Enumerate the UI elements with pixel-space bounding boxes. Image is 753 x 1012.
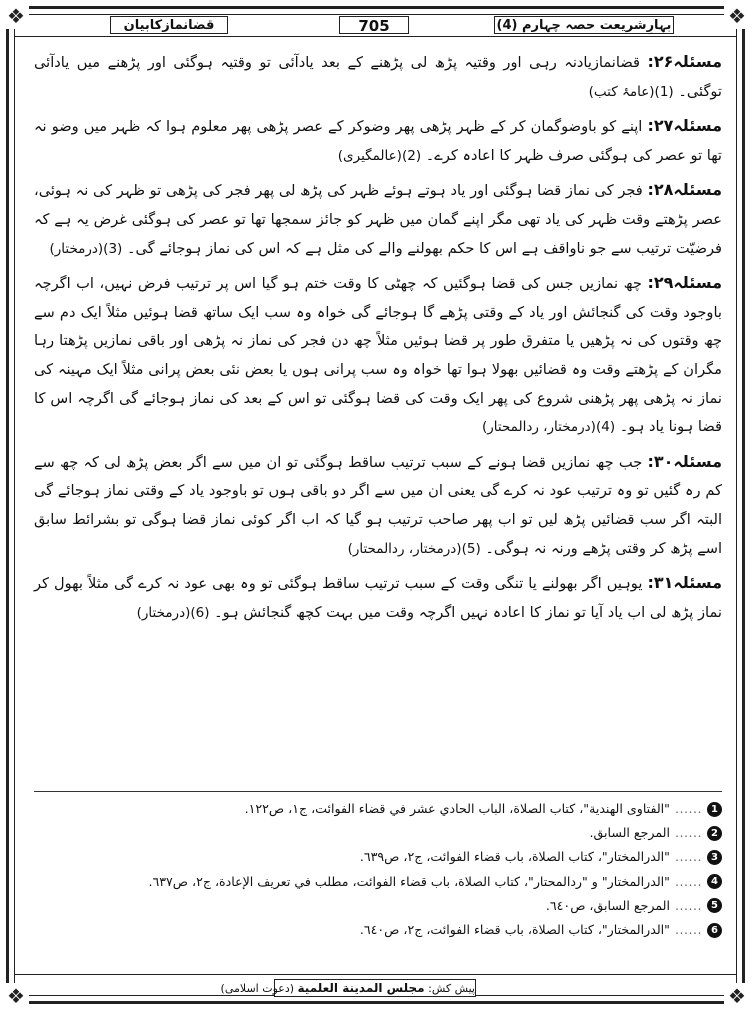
footnote-item — [34, 918, 722, 942]
masala-label: مسئلہ۲۸: — [647, 180, 723, 200]
masala-reference: (5)(درمختار، ردالمحتار) — [347, 540, 481, 557]
footnote-number: 5 — [707, 898, 722, 913]
footnotes — [34, 797, 722, 942]
footnote-item — [34, 845, 722, 869]
masala-text: چھ نمازیں جس کی قضا ہوگئیں کہ چھٹی کا وقت ختم ہو گیا اس پر ترتیب فرض نہیں، اب اگرچہ باوجود وقت کی گنجائش اور یاد کے وقتی پڑھے گا ہوجائے گی خواہ وہ سب ایک ساتھ قضا ہوئیں مثلاً ایک دم سے چھ وقتوں کی نہ پڑھیں یا متفرق طور پر قضا ہوئیں مثلاً چھ دن فجر کی نماز نہ پڑھی اور باقی نمازیں پڑھتا رہا مگران کے پڑھتے وقت وہ قضائیں بھولا ہوا تھا خواہ وہ سب پرانی ہوں یا بعض نئی بعض پرانی مثلاً ایک مہینہ کی نماز نہ پڑھی پھر پڑھنی شروع کی پھر ایک وقت کی قضا ہوگئی تو اس کے بعد کی نماز ہوجائے گی اگرچہ اس کا قضا ہونا یاد ہو۔ — [34, 275, 722, 436]
masala-paragraph — [34, 448, 722, 563]
masala-label: مسئلہ۲۹: — [647, 273, 722, 293]
footer-prefix: پیش کش: — [428, 982, 475, 995]
footnote-number: 1 — [707, 802, 722, 817]
masala-text: قضانمازیادنہ رہی اور وقتیہ پڑھ لی پڑھنے کے بعد یادآئی تو وقتیہ ہوگئی اور پڑھنے میں یادآئی توگئی۔ — [34, 54, 722, 100]
masala-label: مسئلہ۲۷: — [647, 116, 722, 136]
footnote-text: "الدرالمختار"، كتاب الصلاة، باب قضاء الفوائت، ج٢، ص٦٣٩. — [359, 849, 670, 865]
main-content — [34, 48, 722, 633]
corner-ornament-icon: ❖ — [3, 983, 29, 1009]
masala-reference: (6)(درمختار) — [136, 604, 210, 621]
corner-ornament-icon: ❖ — [724, 3, 750, 29]
footnote-text: "الفتاوى الهندية"، كتاب الصلاة، الباب الحادي عشر في قضاء الفوائت، ج١، ص١٢٢. — [244, 801, 670, 816]
masala-text: جب چھ نمازیں قضا ہونے کے سبب ترتیب ساقط ہوگئی تو ان میں سے اگر بعض پڑھ لی کہ چھ سے کم رہ گئیں تو وہ ترتیب عود نہ کرے گی یعنی ان میں سے اگر دو باقی ہوں تو باوجود یاد کے وقتی نماز ہوجائے گی البتہ اگر سب قضائیں پڑھ لیں تو اب پھر صاحب ترتیب ہو گیا کہ اب اگر کوئی نماز قضا ہوگی تو بشرائط سابق اسے پڑھ کر وقتی پڑھے ورنہ نہ ہوگی۔ — [34, 453, 722, 557]
masala-reference: (1)(عامۂ کتب) — [588, 83, 674, 100]
masala-label: مسئلہ۲۶: — [647, 52, 722, 71]
footnote-leader: ...... — [674, 825, 702, 841]
footnote-item — [34, 894, 722, 918]
masala-text: اپنے کو باوضوگمان کر کے ظہر پڑھی پھر وضوکر کے عصر پڑھی پھر معلوم ہوا کہ ظہر میں وضو نہ تھا تو عصر کی ہوگئی صرف ظہر کا اعادہ کرے۔ — [34, 118, 722, 164]
masala-paragraph — [34, 48, 722, 106]
publisher-credit — [220, 979, 476, 997]
footnote-number: 2 — [707, 826, 722, 841]
footnote-text: "الدرالمختار"، كتاب الصلاة، باب قضاء الفوائت، ج٢، ص٦٤٠. — [359, 922, 670, 938]
footnote-text: "الدرالمختار" و "ردالمحتار"، كتاب الصلاة، باب قضاء الفوائت، مطلب في تعريف الإعادة، ج٢، ص٦٣٧. — [148, 873, 670, 889]
masala-paragraph — [34, 112, 722, 170]
footnote-item — [34, 797, 722, 821]
footnote-leader: ...... — [674, 897, 702, 913]
corner-ornament-icon: ❖ — [3, 3, 29, 29]
masala-text: یوہیں اگر بھولنے یا تنگی وقت کے سبب ترتیب ساقط ہوگئی تو وہ بھی عود نہ کرے گی مثلاً بھول کر نماز پڑھ لی اب یاد آیا تو نماز کا اعادہ نہیں اگرچہ وقت میں بہت کچھ گنجائش ہو۔ — [34, 575, 722, 621]
masala-paragraph — [34, 269, 722, 442]
chapter-title: قضانمازکابیان — [110, 16, 228, 34]
corner-ornament-icon: ❖ — [724, 983, 750, 1009]
page-header — [14, 14, 737, 37]
footnote-leader: ...... — [674, 801, 702, 816]
masala-text: فجر کی نماز قضا ہوگئی اور یاد ہوتے ہوئے ظہر کی پڑھ لی پھر فجر کی پڑھی تو ظہر کی نہ ہوئی، عصر پڑھتے وقت ظہر کی یاد تھی مگر اپنے گمان میں ظہر کو جائز سمجھا تھا تو عصر کی ہوگئی غرض یہ ہے کہ فرضیّت ترتیب سے جو ناواقف ہے اس کا حکم بھولنے والے کی مثل ہے کہ اس کی نماز ہوجائے گی۔ — [34, 182, 722, 257]
footnote-divider — [34, 791, 722, 792]
masala-paragraph — [34, 569, 722, 627]
masala-label: مسئلہ۳۰: — [647, 451, 723, 471]
footnote-leader: ...... — [674, 873, 702, 889]
footnote-leader: ...... — [674, 922, 702, 938]
footnote-item — [34, 870, 722, 894]
footer-suffix: (دعوت اسلامی) — [220, 982, 295, 995]
masala-label: مسئلہ۳۱: — [647, 573, 722, 593]
masala-reference: (2)(عالمگیری) — [337, 147, 422, 164]
footnote-number: 4 — [707, 874, 722, 889]
footnote-text: المرجع السابق، ص٦٤٠. — [545, 897, 670, 913]
footnote-leader: ...... — [674, 849, 702, 865]
masala-paragraph — [34, 176, 722, 263]
publisher-name: مجلس المدينة العلمية — [297, 981, 425, 995]
page-footer — [14, 974, 737, 997]
footnote-number: 6 — [707, 923, 722, 938]
page-number: 705 — [339, 16, 409, 34]
book-title: بہارِشریعت حصہ چہارم (4) — [494, 16, 674, 34]
masala-reference: (4)(درمختار، ردالمحتار) — [481, 419, 616, 436]
masala-reference: (3)(درمختار) — [49, 240, 123, 257]
footnote-number: 3 — [707, 850, 722, 865]
footnote-item — [34, 821, 722, 845]
footnote-text: المرجع السابق. — [589, 825, 670, 841]
